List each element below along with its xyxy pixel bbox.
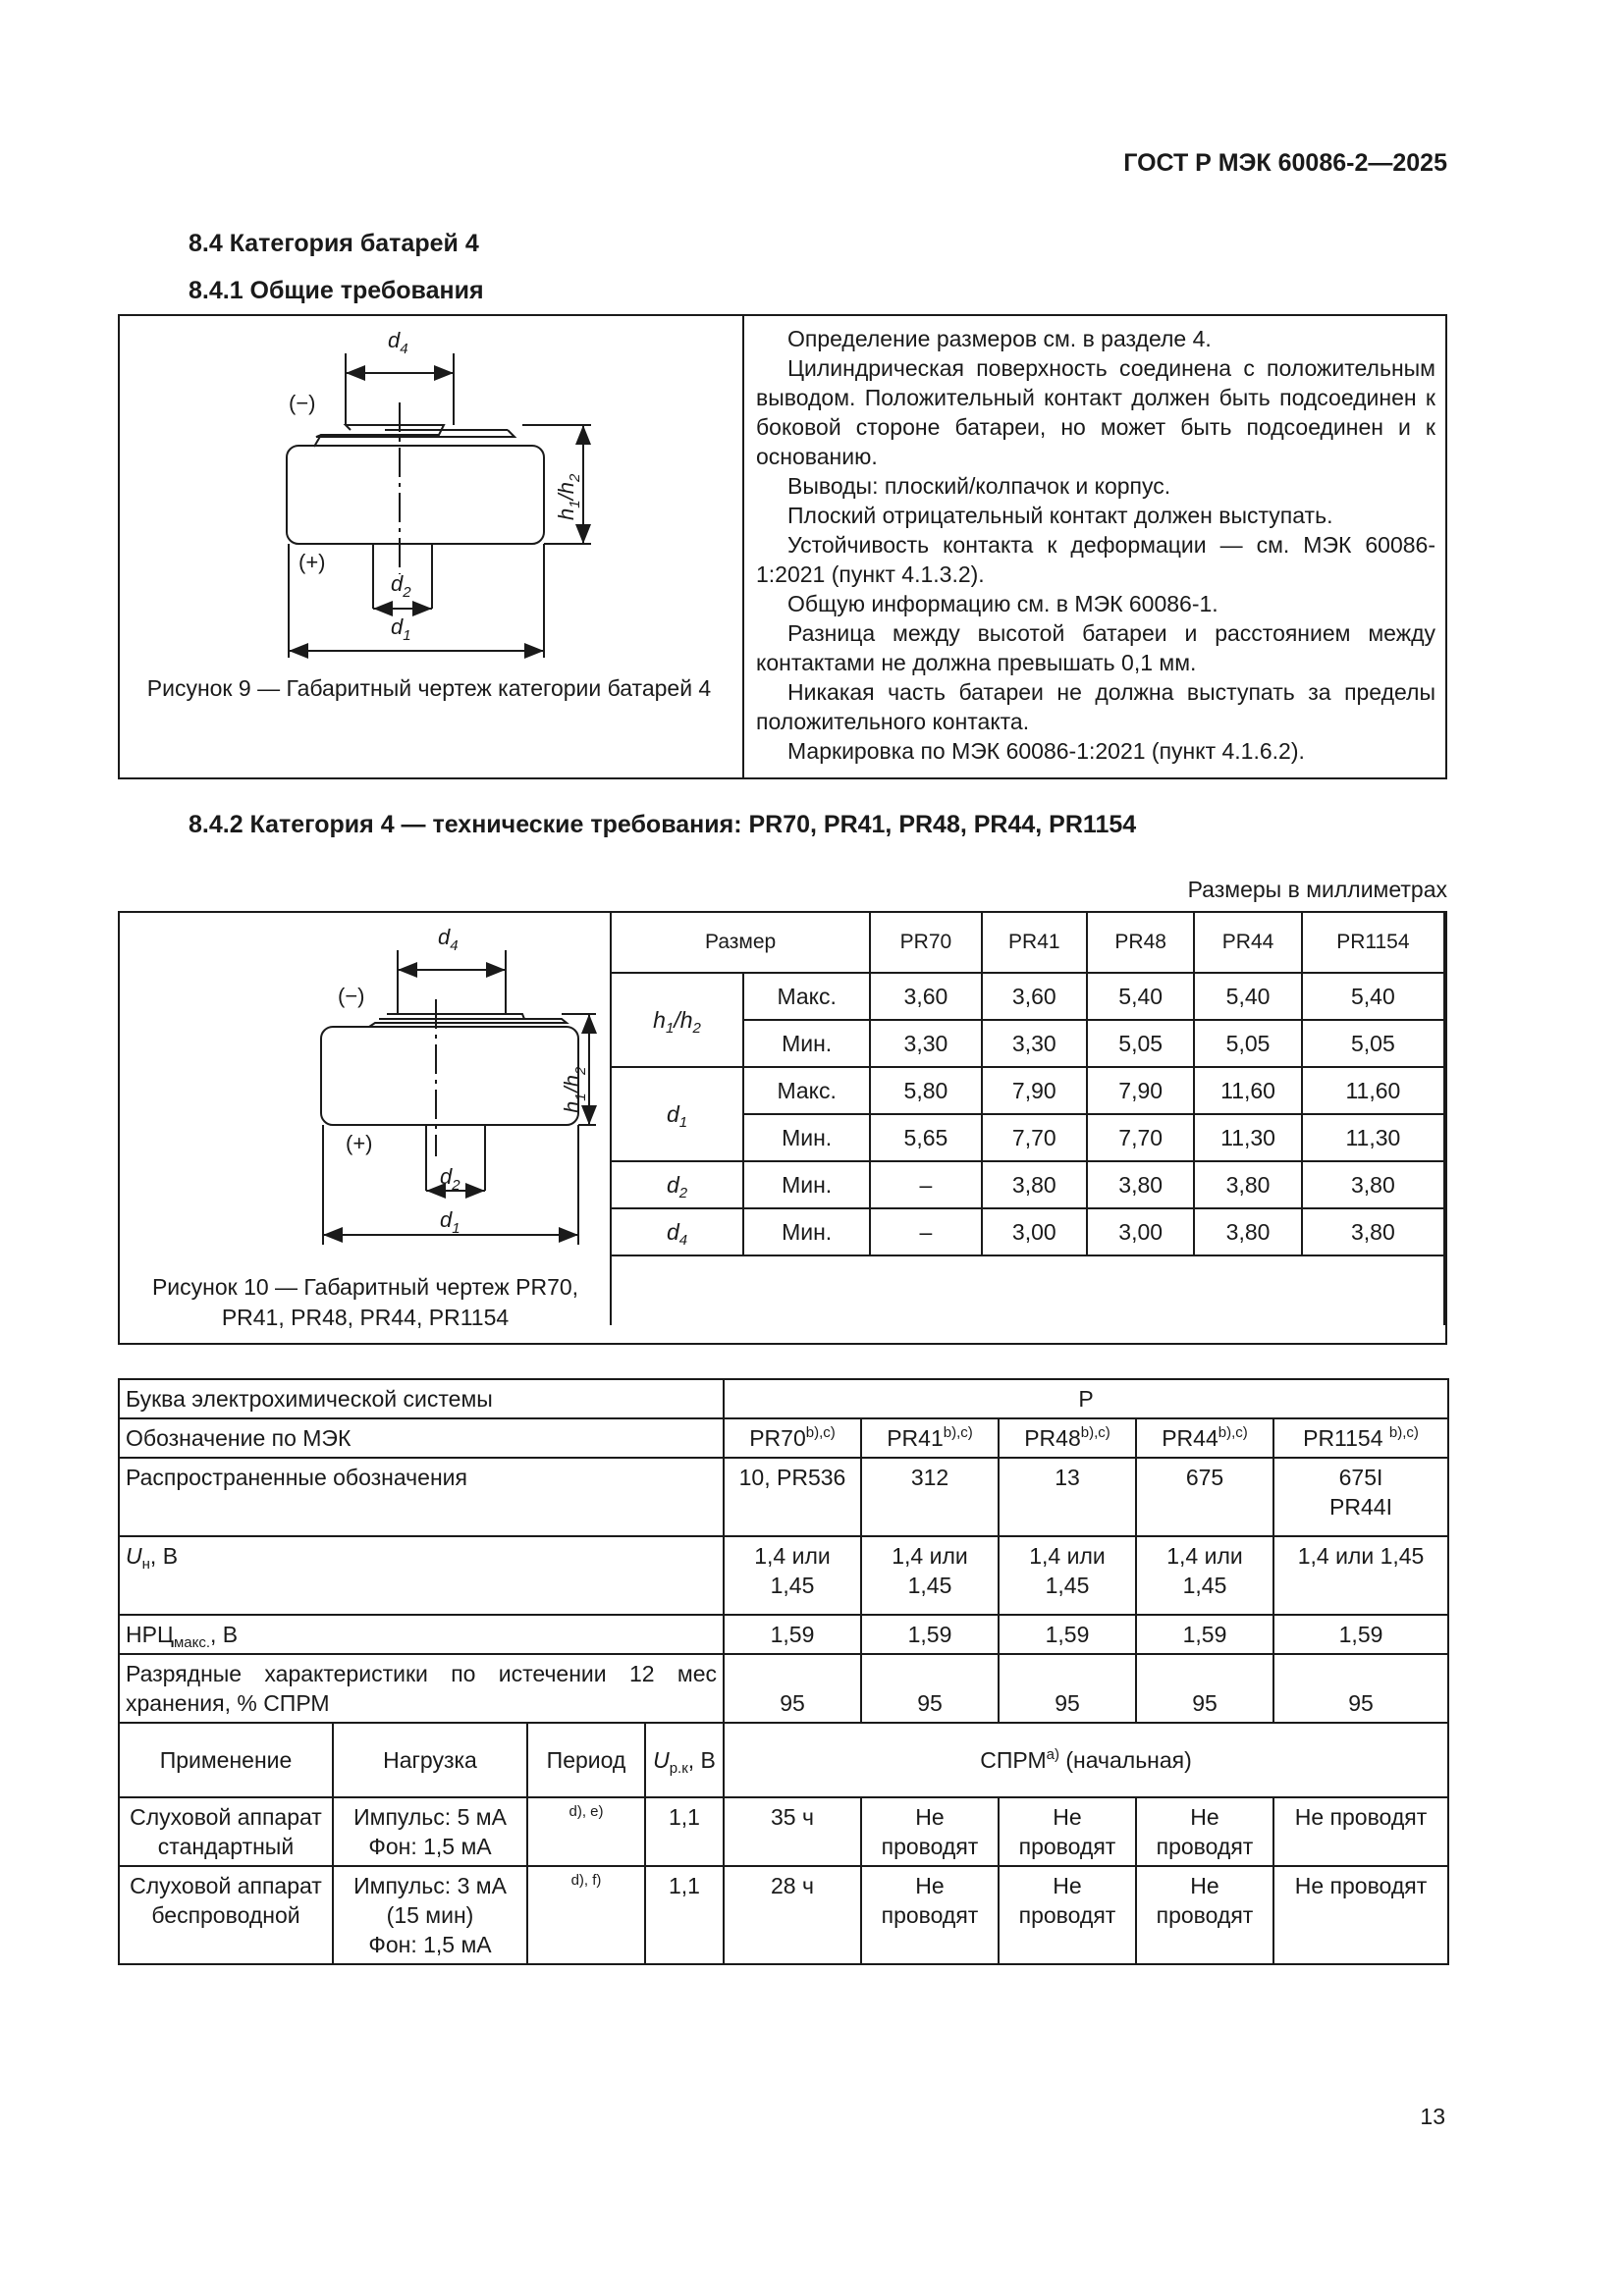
- header-size: Размер: [611, 912, 870, 973]
- common-value: 10, PR536: [724, 1458, 861, 1536]
- figure-10-drawing: [169, 921, 611, 1269]
- table-row: [611, 912, 1444, 973]
- requirement-item: Разница между высотой батареи и расстоянием между контактами не должна превышать 0,1 мм.: [756, 620, 1435, 675]
- iec-label: Обозначение по МЭК: [119, 1418, 724, 1458]
- ocv-value: 1,59: [999, 1615, 1136, 1654]
- test-value: 35 ч: [724, 1797, 861, 1866]
- requirement-item: Устойчивость контакта к деформации — см. МЭК 60086-1:2021 (пункт 4.1.3.2).: [756, 532, 1435, 587]
- test-voltage: 1,1: [645, 1797, 724, 1866]
- un-value: 1,4 или 1,45: [1273, 1536, 1448, 1615]
- common-value: 675I PR44I: [1273, 1458, 1448, 1536]
- table-row: [611, 1255, 1444, 1325]
- general-requirements-box: [118, 314, 1447, 779]
- figure-10-caption: Рисунок 10 — Габаритный чертеж PR70, PR41, PR48, PR44, PR1154: [151, 1274, 579, 1330]
- cell: 7,90: [1087, 1067, 1194, 1114]
- section-heading-8-4-2: 8.4.2 Категория 4 — технические требования: PR70, PR41, PR48, PR44, PR1154: [189, 811, 1137, 838]
- limit: Мин.: [743, 1161, 870, 1208]
- cell: 3,60: [870, 973, 981, 1020]
- table-row: [611, 1161, 1444, 1208]
- chem-label: Буква электрохимической системы: [119, 1379, 724, 1418]
- table-row: [119, 1654, 1448, 1723]
- col-application: Применение: [119, 1723, 333, 1797]
- table-row: [119, 1379, 1448, 1418]
- cell: 5,40: [1194, 973, 1301, 1020]
- svg-text:d4: $d_4$: [438, 925, 459, 954]
- figure-9-caption: Рисунок 9 — Габаритный чертеж категории батарей 4: [146, 675, 712, 701]
- test-period: d), f): [527, 1866, 645, 1964]
- model-header: PR1154: [1302, 912, 1444, 973]
- common-value: 675: [1136, 1458, 1273, 1536]
- ocv-label: $НРЦ_{макс.}$, В: [119, 1615, 724, 1654]
- cell: 5,40: [1087, 973, 1194, 1020]
- iec-designation: $PR48^{b),c)}$: [999, 1418, 1136, 1458]
- test-value: Не проводят: [999, 1797, 1136, 1866]
- model-header: PR48: [1087, 912, 1194, 973]
- test-value: 28 ч: [724, 1866, 861, 1964]
- cell: 3,30: [982, 1020, 1087, 1067]
- test-value: Не проводят: [861, 1797, 999, 1866]
- test-load: Импульс: 5 мА Фон: 1,5 мА: [333, 1797, 527, 1866]
- page-number: 13: [1420, 2104, 1445, 2129]
- cell: 5,40: [1302, 973, 1444, 1020]
- ocv-value: 1,59: [1273, 1615, 1448, 1654]
- cell: –: [870, 1208, 981, 1255]
- un-label: $U_н$, В: [119, 1536, 724, 1615]
- common-value: 13: [999, 1458, 1136, 1536]
- test-period: d), e): [527, 1797, 645, 1866]
- storage-value: 95: [999, 1654, 1136, 1723]
- iec-designation: $PR41^{b),c)}$: [861, 1418, 999, 1458]
- cell: 3,00: [1087, 1208, 1194, 1255]
- requirements-text: [756, 324, 1435, 766]
- param-symbol: $d_2$: [611, 1161, 743, 1208]
- table-row: [119, 1418, 1448, 1458]
- cell: 7,90: [982, 1067, 1087, 1114]
- ocv-value: 1,59: [861, 1615, 999, 1654]
- ocv-value: 1,59: [1136, 1615, 1273, 1654]
- limit: Макс.: [743, 973, 870, 1020]
- cell: 5,05: [1087, 1020, 1194, 1067]
- test-value: Не проводят: [999, 1866, 1136, 1964]
- model-header: PR70: [870, 912, 981, 973]
- col-voltage: $U_{р.к}$, В: [645, 1723, 724, 1797]
- svg-text:(−): (−): [338, 984, 365, 1008]
- model-header: PR41: [982, 912, 1087, 973]
- requirement-item: Никакая часть батареи не должна выступать за пределы положительного контакта.: [756, 679, 1435, 734]
- storage-value: 95: [1273, 1654, 1448, 1723]
- un-value: 1,4 или 1,45: [999, 1536, 1136, 1615]
- ocv-value: 1,59: [724, 1615, 861, 1654]
- svg-text:d2: $d_2$: [391, 571, 411, 601]
- storage-value: 95: [724, 1654, 861, 1723]
- figure-9-drawing: [198, 324, 689, 672]
- table-row: [611, 1208, 1444, 1255]
- iec-designation: PR1154 $^{b),c)}$: [1273, 1418, 1448, 1458]
- cell: 11,60: [1194, 1067, 1301, 1114]
- cell: 11,60: [1302, 1067, 1444, 1114]
- param-symbol: $d_1$: [611, 1067, 743, 1161]
- test-value: Не проводят: [1136, 1866, 1273, 1964]
- svg-text:d1: $d_1$: [391, 614, 411, 644]
- svg-text:d2: $d_2$: [440, 1164, 460, 1194]
- col-period: Период: [527, 1723, 645, 1797]
- col-load: Нагрузка: [333, 1723, 527, 1797]
- cell: 7,70: [1087, 1114, 1194, 1161]
- requirement-item: Плоский отрицательный контакт должен выступать.: [787, 503, 1333, 528]
- section-heading-8-4-1: 8.4.1 Общие требования: [189, 277, 484, 304]
- cell: 3,80: [1194, 1208, 1301, 1255]
- requirement-item: Маркировка по МЭК 60086-1:2021 (пункт 4.1.6.2).: [787, 738, 1305, 764]
- svg-text:d4: $d_4$: [388, 328, 408, 357]
- limit: Мин.: [743, 1114, 870, 1161]
- limit: Мин.: [743, 1208, 870, 1255]
- test-load: Импульс: 3 мА (15 мин) Фон: 1,5 мА: [333, 1866, 527, 1964]
- param-symbol: $h_1/h_2$: [611, 973, 743, 1067]
- svg-text:(−): (−): [289, 391, 316, 415]
- cell: 3,00: [982, 1208, 1087, 1255]
- un-value: 1,4 или 1,45: [1136, 1536, 1273, 1615]
- section-heading-8-4: 8.4 Категория батарей 4: [189, 230, 479, 257]
- test-value: Не проводят: [861, 1866, 999, 1964]
- cell: 3,80: [1087, 1161, 1194, 1208]
- table-row: [119, 1615, 1448, 1654]
- model-header: PR44: [1194, 912, 1301, 973]
- svg-text:(+): (+): [298, 550, 326, 574]
- chem-value: P: [724, 1379, 1448, 1418]
- svg-text:h1/h2: $h_1/h_2$: [560, 1066, 589, 1113]
- col-spec: СПРМ$^{a)}$ (начальная): [724, 1723, 1448, 1797]
- test-application: Слуховой аппарат беспроводной: [119, 1866, 333, 1964]
- cell: 5,05: [1194, 1020, 1301, 1067]
- test-value: Не проводят: [1273, 1866, 1448, 1964]
- test-voltage: 1,1: [645, 1866, 724, 1964]
- un-value: 1,4 или 1,45: [861, 1536, 999, 1615]
- common-label: Распространенные обозначения: [119, 1458, 724, 1536]
- dimensions-table: [610, 911, 1445, 1325]
- cell: 11,30: [1302, 1114, 1444, 1161]
- table-row: [119, 1723, 1448, 1797]
- test-value: Не проводят: [1136, 1797, 1273, 1866]
- dimensions-box: [118, 911, 1447, 1345]
- cell: 3,80: [982, 1161, 1087, 1208]
- test-application: Слуховой аппарат стандартный: [119, 1797, 333, 1866]
- iec-designation: $PR70^{b),c)}$: [724, 1418, 861, 1458]
- table-row: [119, 1866, 1448, 1964]
- svg-text:d1: $d_1$: [440, 1207, 460, 1237]
- table-row: [611, 973, 1444, 1020]
- units-note: Размеры в миллиметрах: [1187, 877, 1447, 902]
- cell: 3,80: [1302, 1161, 1444, 1208]
- empty-cell: [611, 1255, 1444, 1325]
- box-divider: [742, 316, 744, 777]
- cell: –: [870, 1161, 981, 1208]
- table-row: [119, 1458, 1448, 1536]
- cell: 5,65: [870, 1114, 981, 1161]
- cell: 3,80: [1194, 1161, 1301, 1208]
- standard-number: ГОСТ Р МЭК 60086-2—2025: [1123, 149, 1447, 177]
- param-symbol: $d_4$: [611, 1208, 743, 1255]
- common-value: 312: [861, 1458, 999, 1536]
- requirement-item: Цилиндрическая поверхность соединена с положительным выводом. Положительный контакт должен быть подсоединен к боковой стороне батареи, но может быть подсоединен и к основанию.: [756, 355, 1435, 469]
- requirement-item: Выводы: плоский/колпачок и корпус.: [787, 473, 1171, 499]
- cell: 3,30: [870, 1020, 981, 1067]
- cell: 5,05: [1302, 1020, 1444, 1067]
- cell: 11,30: [1194, 1114, 1301, 1161]
- svg-text:(+): (+): [346, 1131, 373, 1155]
- limit: Макс.: [743, 1067, 870, 1114]
- cell: 3,80: [1302, 1208, 1444, 1255]
- storage-value: 95: [861, 1654, 999, 1723]
- table-row: [611, 1067, 1444, 1114]
- test-value: Не проводят: [1273, 1797, 1448, 1866]
- cell: 5,80: [870, 1067, 981, 1114]
- cell: 7,70: [982, 1114, 1087, 1161]
- characteristics-table: [118, 1378, 1449, 1965]
- requirement-item: Общую информацию см. в МЭК 60086-1.: [787, 591, 1218, 616]
- un-value: 1,4 или 1,45: [724, 1536, 861, 1615]
- table-row: [119, 1536, 1448, 1615]
- limit: Мин.: [743, 1020, 870, 1067]
- requirement-item: Определение размеров см. в разделе 4.: [787, 326, 1212, 351]
- storage-label: Разрядные характеристики по истечении 12 мес хранения, % СПРМ: [119, 1654, 724, 1723]
- iec-designation: $PR44^{b),c)}$: [1136, 1418, 1273, 1458]
- storage-value: 95: [1136, 1654, 1273, 1723]
- svg-text:h1/h2: $h_1/h_2$: [554, 473, 583, 520]
- cell: 3,60: [982, 973, 1087, 1020]
- table-row: [119, 1797, 1448, 1866]
